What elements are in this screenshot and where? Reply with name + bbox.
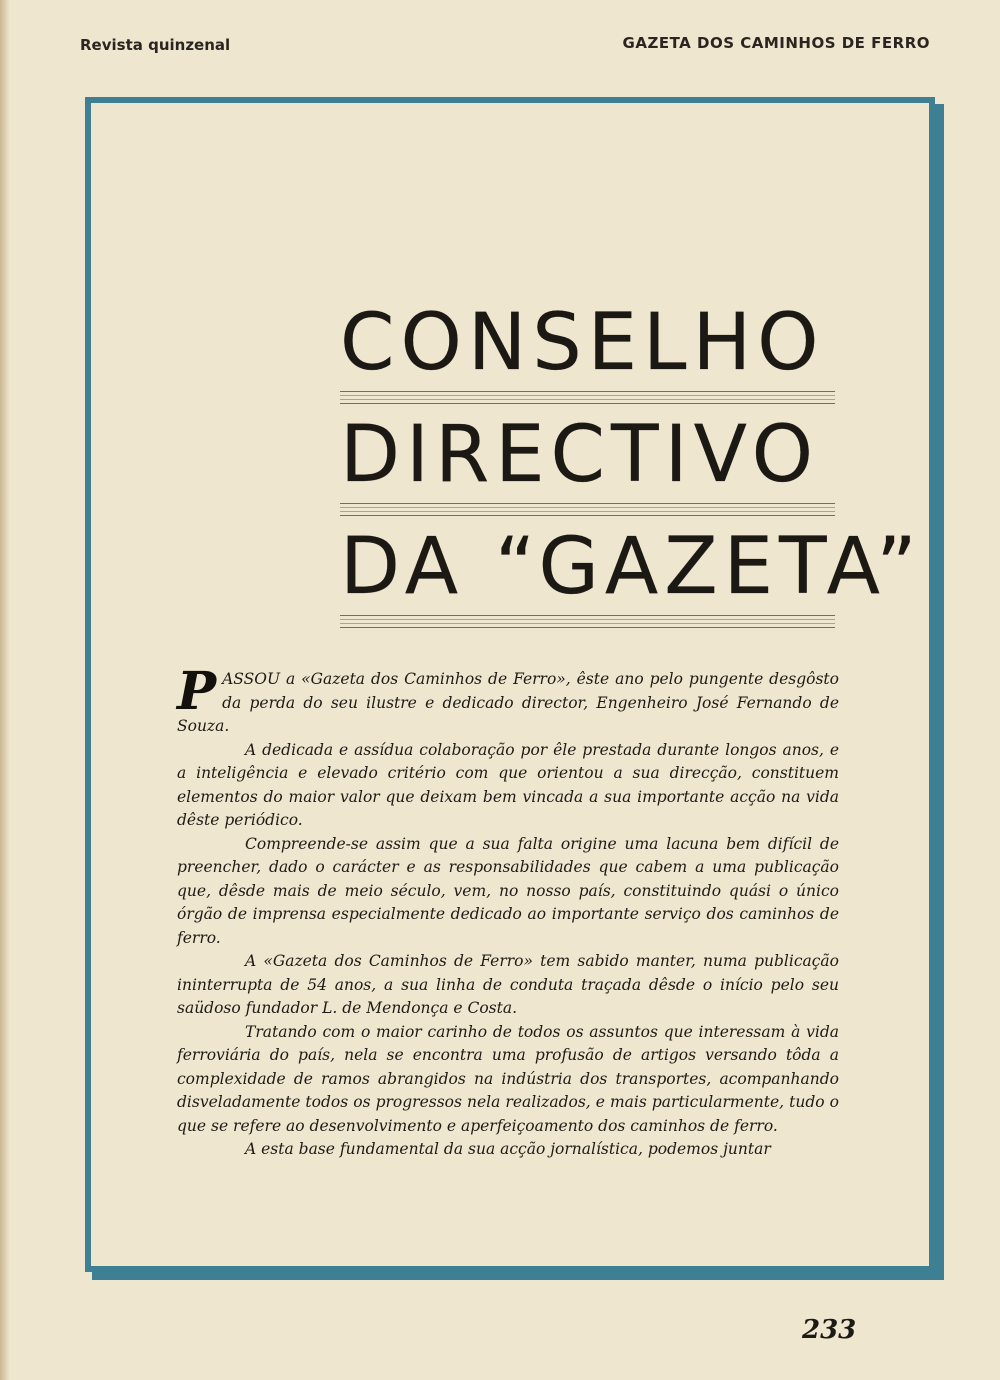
frame-shadow-bottom <box>92 1272 944 1280</box>
page-number: 233 <box>802 1315 857 1345</box>
running-header-left: Revista quinzenal <box>80 36 231 54</box>
title-line-2: DIRECTIVO <box>340 410 820 500</box>
article-lead-paragraph <box>177 661 839 739</box>
article-paragraph: A «Gazeta dos Caminhos de Ferro» tem sabido manter, numa publicação ininterrupta de 54 anos, a sua linha de conduta traçada dêsde o início pelo seu saüdoso fundador L. de Mendonça e Costa. <box>177 952 839 1017</box>
frame-shadow-right <box>935 104 944 1280</box>
article-paragraph: A esta base fundamental da sua acção jornalística, podemos juntar <box>245 1140 771 1158</box>
page-edge <box>0 0 10 1380</box>
article-body <box>177 661 839 1162</box>
article-paragraph: A dedicada e assídua colaboração por êle prestada durante longos anos, e a inteligência e elevado critério com que orientou a sua direcção, constituem elementos do maior valor que deixam bem vincada a sua importante acção na vida dêste periódico. <box>177 740 839 829</box>
title-line-3: DA “GAZETA” <box>340 522 923 612</box>
title-line-1: CONSELHO <box>340 298 825 388</box>
article-paragraph: Tratando com o maior carinho de todos os assuntos que interessam à vida ferroviária do país, nela se encontra uma profusão de artigos versando tôda a complexidade de ramos abrangidos na indústria dos transportes, acompanhando disveladamente todos os progressos nela realizados, e mais particularmente, tudo o que se refere ao desenvolvimento e aperfeiçoamento dos caminhos de ferro. <box>177 1022 839 1135</box>
title-block <box>340 298 923 636</box>
drop-cap: P <box>177 661 217 722</box>
title-rule-1 <box>340 390 835 404</box>
article-lead-text: ASSOU a «Gazeta dos Caminhos de Ferro», êste ano pelo pungente desgôsto da perda do seu ilustre e dedicado director, Engenheiro José Fernando de Souza. <box>177 670 839 735</box>
running-header-right: GAZETA DOS CAMINHOS DE FERRO <box>622 34 930 52</box>
article-paragraph: Compreende-se assim que a sua falta origine uma lacuna bem difícil de preencher, dado o carácter e as responsabilidades que cabem a uma publicação que, dêsde mais de meio século, vem, no nosso país, constituindo quási o único órgão de imprensa especialmente dedicado ao importante serviço dos caminhos de ferro. <box>177 834 839 947</box>
title-rule-2 <box>340 502 835 516</box>
title-rule-3 <box>340 614 835 628</box>
